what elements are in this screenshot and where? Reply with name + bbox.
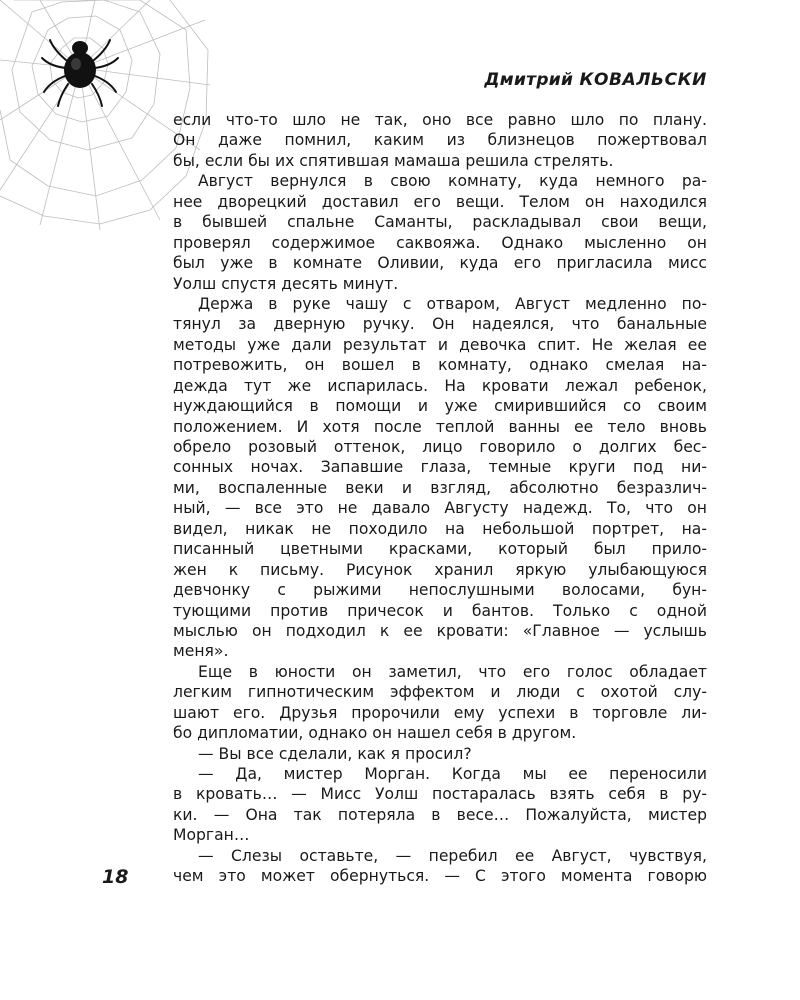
text-line: ки. — Она так потеряла в весе… Пожалуйста, мистер [173,805,707,824]
running-head [400,70,707,90]
text-line: Август вернулся в свою комнату, куда немного ра- [198,172,707,191]
text-line: в бывшей спальне Саманты, раскладывал свои вещи, [173,213,707,232]
page-number: 18 [102,866,129,888]
text-line: ми, воспаленные веки и взгляд, абсолютно безразлич- [173,478,707,497]
text-line: положением. И хотя после теплой ванны ее тело вновь [173,417,707,436]
text-line: жен к письму. Рисунок хранил яркую улыбающуюся [173,560,707,579]
author-first-name: Дмитрий [484,70,574,90]
text-line: чем это может обернуться. — С этого момента говорю [173,867,707,886]
text-line: нуждающийся в помощи и уже смирившийся со своим [173,397,707,416]
text-line: меня». [173,642,229,661]
text-line: легким гипнотическим эффектом и люди с охотой слу- [173,683,707,702]
text-line: если что-то шло не так, оно все равно шло по плану. [173,111,707,129]
text-line: обрело розовый оттенок, лицо говорило о долгих бес- [173,438,707,456]
text-line: нее дворецкий доставил его вещи. Телом он находился [173,192,707,211]
author-last-name: КОВАЛЬСКИ [579,70,707,90]
text-line: Он даже помнил, каким из близнецов пожертвовал [173,131,707,150]
text-line: тянул за дверную ручку. Он надеялся, что банальные [173,315,707,334]
text-line: — Вы все сделали, как я просил? [198,744,472,763]
text-line: Уолш спустя десять минут. [173,274,399,293]
text-line: был уже в комнате Оливии, куда его пригласила мисс [173,254,707,273]
text-line: бо дипломатии, однако он нашел себя в другом. [173,724,577,743]
text-line: тующими против причесок и бантов. Только с одной [173,601,707,620]
text-line: — Да, мистер Морган. Когда мы ее переносили [198,765,707,783]
text-line: шают его. Друзья пророчили ему успехи в торговле ли- [173,703,707,722]
text-line: потревожить, он вошел в комнату, однако смелая на- [173,356,707,375]
text-line: Держа в руке чашу с отваром, Август медленно по- [198,294,707,313]
text-line: мыслью он подходил к ее кровати: «Главное — услышь [173,621,707,640]
text-line: девчонку с рыжими непослушными волосами, бун- [173,581,707,600]
text-line: в кровать… — Мисс Уолш постаралась взять себя в ру- [173,785,707,804]
body-text [173,110,707,887]
text-line: дежда тут же испарилась. На кровати лежал ребенок, [173,376,707,395]
text-line: видел, никак не походило на небольшой портрет, на- [173,519,707,538]
text-line: бы, если бы их спятившая мамаша решила стрелять. [173,151,614,170]
text-line: — Слезы оставьте, — перебил ее Август, чувствуя, [198,846,707,865]
text-line: Еще в юности он заметил, что его голос обладает [198,662,707,681]
text-line: проверял содержимое саквояжа. Однако мысленно он [173,233,707,252]
text-line: сонных ночах. Запавшие глаза, темные круги под ни- [173,458,707,477]
text-line: писанный цветными красками, который был прило- [173,540,707,559]
text-line: ный, — все это не давало Августу надежд. То, что он [173,499,707,518]
text-line: Морган… [173,826,250,845]
text-line: методы уже дали результат и девочка спит. Не желая ее [173,335,707,354]
